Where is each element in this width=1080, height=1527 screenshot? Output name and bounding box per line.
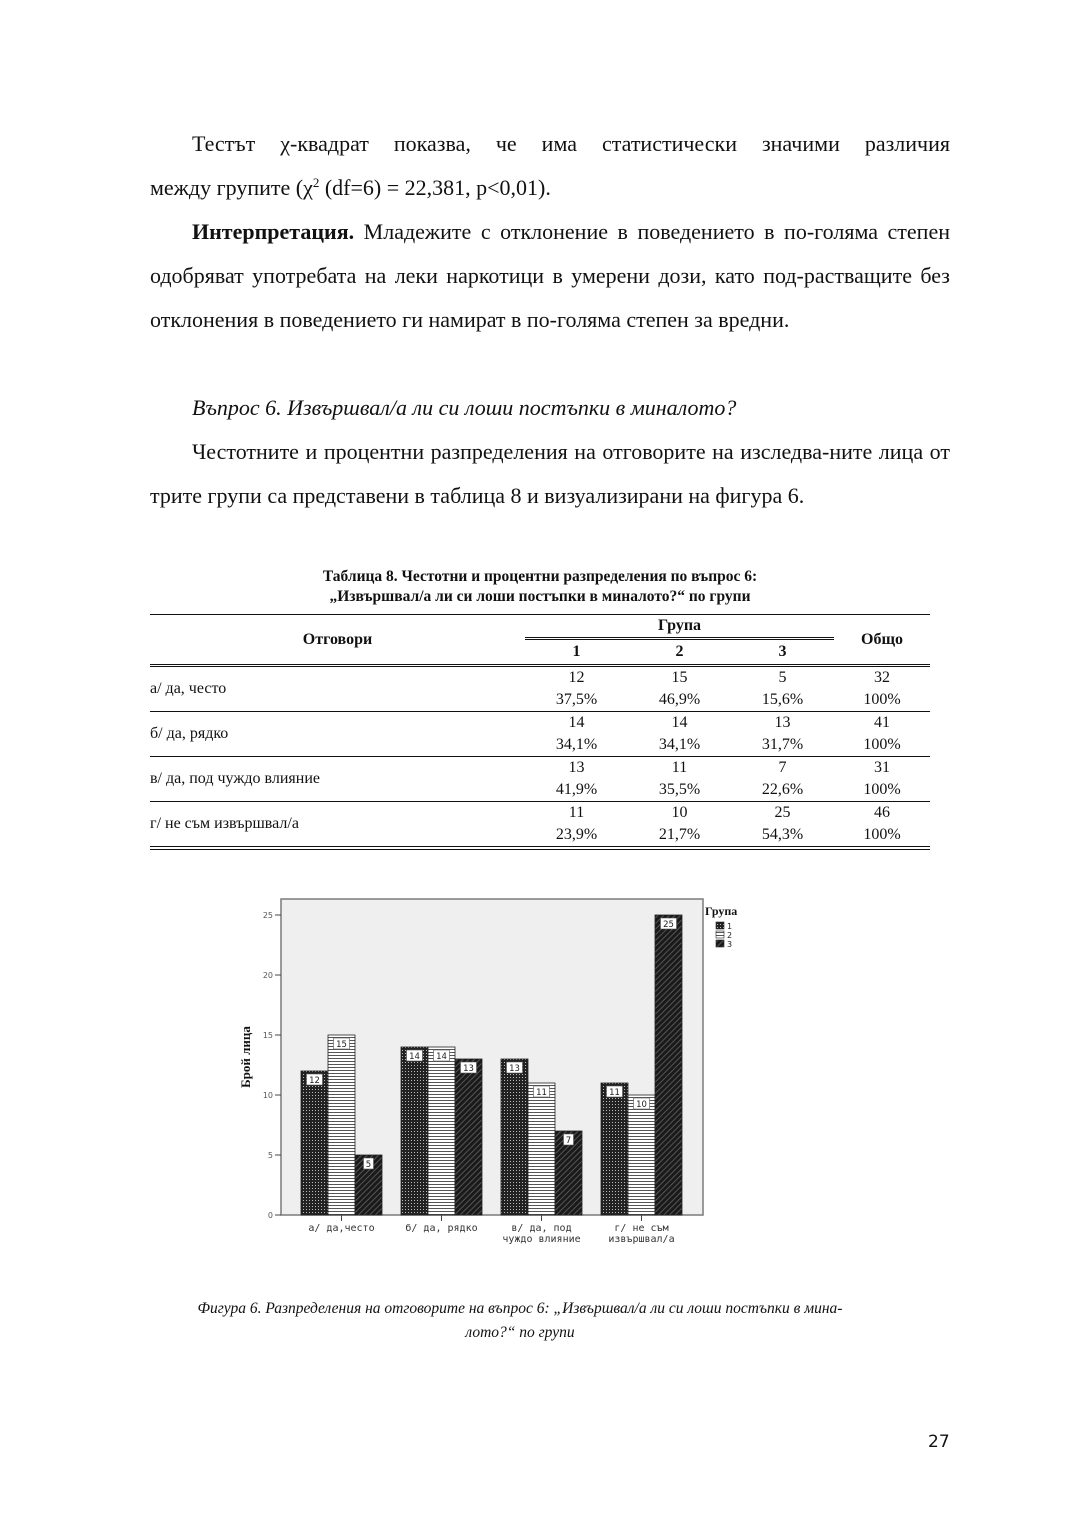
value-label: 14 [436,1052,447,1062]
y-tick-label: 25 [262,911,273,920]
cell [525,712,628,757]
cell [525,802,628,849]
row-label: б/ да, рядко [150,712,525,757]
cell [525,757,628,802]
bar-series-1 [301,1071,328,1215]
text-fragment: между групите (χ [150,175,313,200]
distribution-paragraph: Честотните и процентни разпределения на отговорите на изследва-ните лица от трите групи са представени в таблица 8 и визуализирани на фигура 6. [150,439,950,508]
count: 13 [568,759,585,776]
cell [834,712,930,757]
x-tick-label: в/ да, под [511,1223,572,1234]
cell [731,712,834,757]
count: 14 [568,714,585,731]
y-tick-label: 5 [267,1151,273,1160]
value-label: 13 [509,1064,520,1074]
table-caption-line1: Таблица 8. Честотни и процентни разпределения по въпрос 6: [322,568,758,585]
cell [834,802,930,849]
count: 32 [874,669,890,686]
percent: 34,1% [658,736,701,753]
count: 10 [671,804,688,821]
superscript: 2 [312,175,320,190]
interpretation-text: Младежите с отклонение в поведението в по-голяма степен одобряват употребата на леки наркотици в умерени дози, като под-растващите без отклонения в поведението ги намират в по-голяма степен за вредни. [150,219,950,332]
percent: 100% [863,691,901,708]
legend-label: 3 [727,940,733,949]
bar-series-3 [655,915,682,1215]
figure-caption [120,1297,920,1345]
chi-square-paragraph-line1: Тестът χ-квадрат показва, че има статистически значими различия [192,131,950,156]
percent: 34,1% [555,736,598,753]
x-axis [308,1215,674,1245]
cell [628,712,731,757]
legend-title: Група [705,904,738,918]
y-tick-label: 15 [262,1031,273,1040]
count: 13 [774,714,791,731]
percent: 37,5% [555,691,598,708]
question-heading [150,386,950,430]
bar-series-2 [528,1083,555,1215]
percent: 31,7% [761,736,804,753]
bar-chart-svg [220,890,780,1260]
percent: 21,7% [658,826,701,843]
count: 7 [778,759,787,776]
x-tick-label: а/ да,често [308,1223,375,1234]
value-label: 10 [636,1100,647,1110]
percent: 35,5% [658,781,701,798]
value-label: 13 [463,1064,474,1074]
legend-label: 1 [727,922,733,931]
value-label: 25 [663,920,674,930]
bar-chart [220,890,780,1260]
count: 14 [671,714,688,731]
page-number: 27 [928,1432,950,1452]
legend-swatch-2 [716,931,724,938]
count: 41 [874,714,890,731]
percent: 100% [863,781,901,798]
frequency-table [150,614,930,850]
header-group: Група [525,615,834,639]
cell [628,802,731,849]
text-fragment: (df=6) = 22,381, p<0,01). [319,175,551,200]
header-group-2: 2 [628,639,731,666]
bar-series-1 [401,1047,428,1215]
bar-series-1 [601,1083,628,1215]
cell [628,666,731,712]
count: 11 [671,759,688,776]
legend-swatch-1 [716,922,724,929]
interpretation-paragraph [150,210,950,342]
header-total: Общо [834,615,930,666]
value-label: 5 [365,1160,372,1170]
count: 15 [671,669,688,686]
cell [731,802,834,849]
interpretation-heading: Интерпретация. [192,219,355,244]
y-axis [263,911,281,1220]
question-text: Въпрос 6. Извършвал/а ли си лоши постъпки в миналото? [192,395,737,420]
bar-series-2 [428,1047,455,1215]
count: 5 [778,669,787,686]
table-row [150,757,930,802]
table-caption-line2: „Извършвал/а ли си лоши постъпки в миналото?“ по групи [329,588,751,605]
bar-series-1 [501,1059,528,1215]
percent: 23,9% [555,826,598,843]
y-tick-label: 0 [267,1211,273,1220]
header-answers: Отговори [150,615,525,666]
count: 11 [568,804,585,821]
x-tick-label: г/ не съм [614,1223,669,1234]
x-tick-label: извършвал/а [608,1234,675,1245]
percent: 54,3% [761,826,804,843]
table-row [150,666,930,712]
count: 12 [568,669,585,686]
percent: 100% [863,736,901,753]
legend-swatch-3 [716,940,724,947]
cell [731,757,834,802]
figure-caption-line2: лото?“ по групи [465,1324,575,1341]
count: 25 [774,804,791,821]
value-label: 15 [336,1040,347,1050]
cell [834,666,930,712]
figure-caption-line1: Фигура 6. Разпределения на отговорите на въпрос 6: „Извършвал/а ли си лоши постъпки в мина- [197,1300,843,1317]
count: 31 [874,759,890,776]
y-tick-label: 20 [262,971,273,980]
chi-square-paragraph-line2 [150,166,950,210]
bar-series-2 [328,1035,355,1215]
percent: 100% [863,826,901,843]
count: 46 [874,804,890,821]
value-label: 14 [409,1052,420,1062]
table-row [150,802,930,849]
cell [525,666,628,712]
legend-label: 2 [727,931,733,940]
table-row [150,712,930,757]
cell [628,757,731,802]
bar-series-3 [455,1059,482,1215]
row-label: г/ не съм извършвал/а [150,802,525,849]
y-tick-label: 10 [262,1091,273,1100]
row-label: в/ да, под чуждо влияние [150,757,525,802]
cell [834,757,930,802]
x-tick-label: чуждо влияние [502,1234,581,1245]
bar-series-2 [628,1095,655,1215]
value-label: 7 [565,1136,572,1146]
value-label: 12 [309,1076,320,1086]
header-group-3: 3 [731,639,834,666]
y-axis-label: Брой лица [238,1026,253,1088]
value-label: 11 [609,1088,620,1098]
percent: 41,9% [555,781,598,798]
percent: 46,9% [658,691,701,708]
percent: 15,6% [761,691,804,708]
cell [731,666,834,712]
value-label: 11 [536,1088,547,1098]
header-group-1: 1 [525,639,628,666]
row-label: а/ да, често [150,666,525,712]
x-tick-label: б/ да, рядко [405,1223,478,1234]
table-caption [150,567,930,607]
legend [705,904,737,949]
percent: 22,6% [761,781,804,798]
